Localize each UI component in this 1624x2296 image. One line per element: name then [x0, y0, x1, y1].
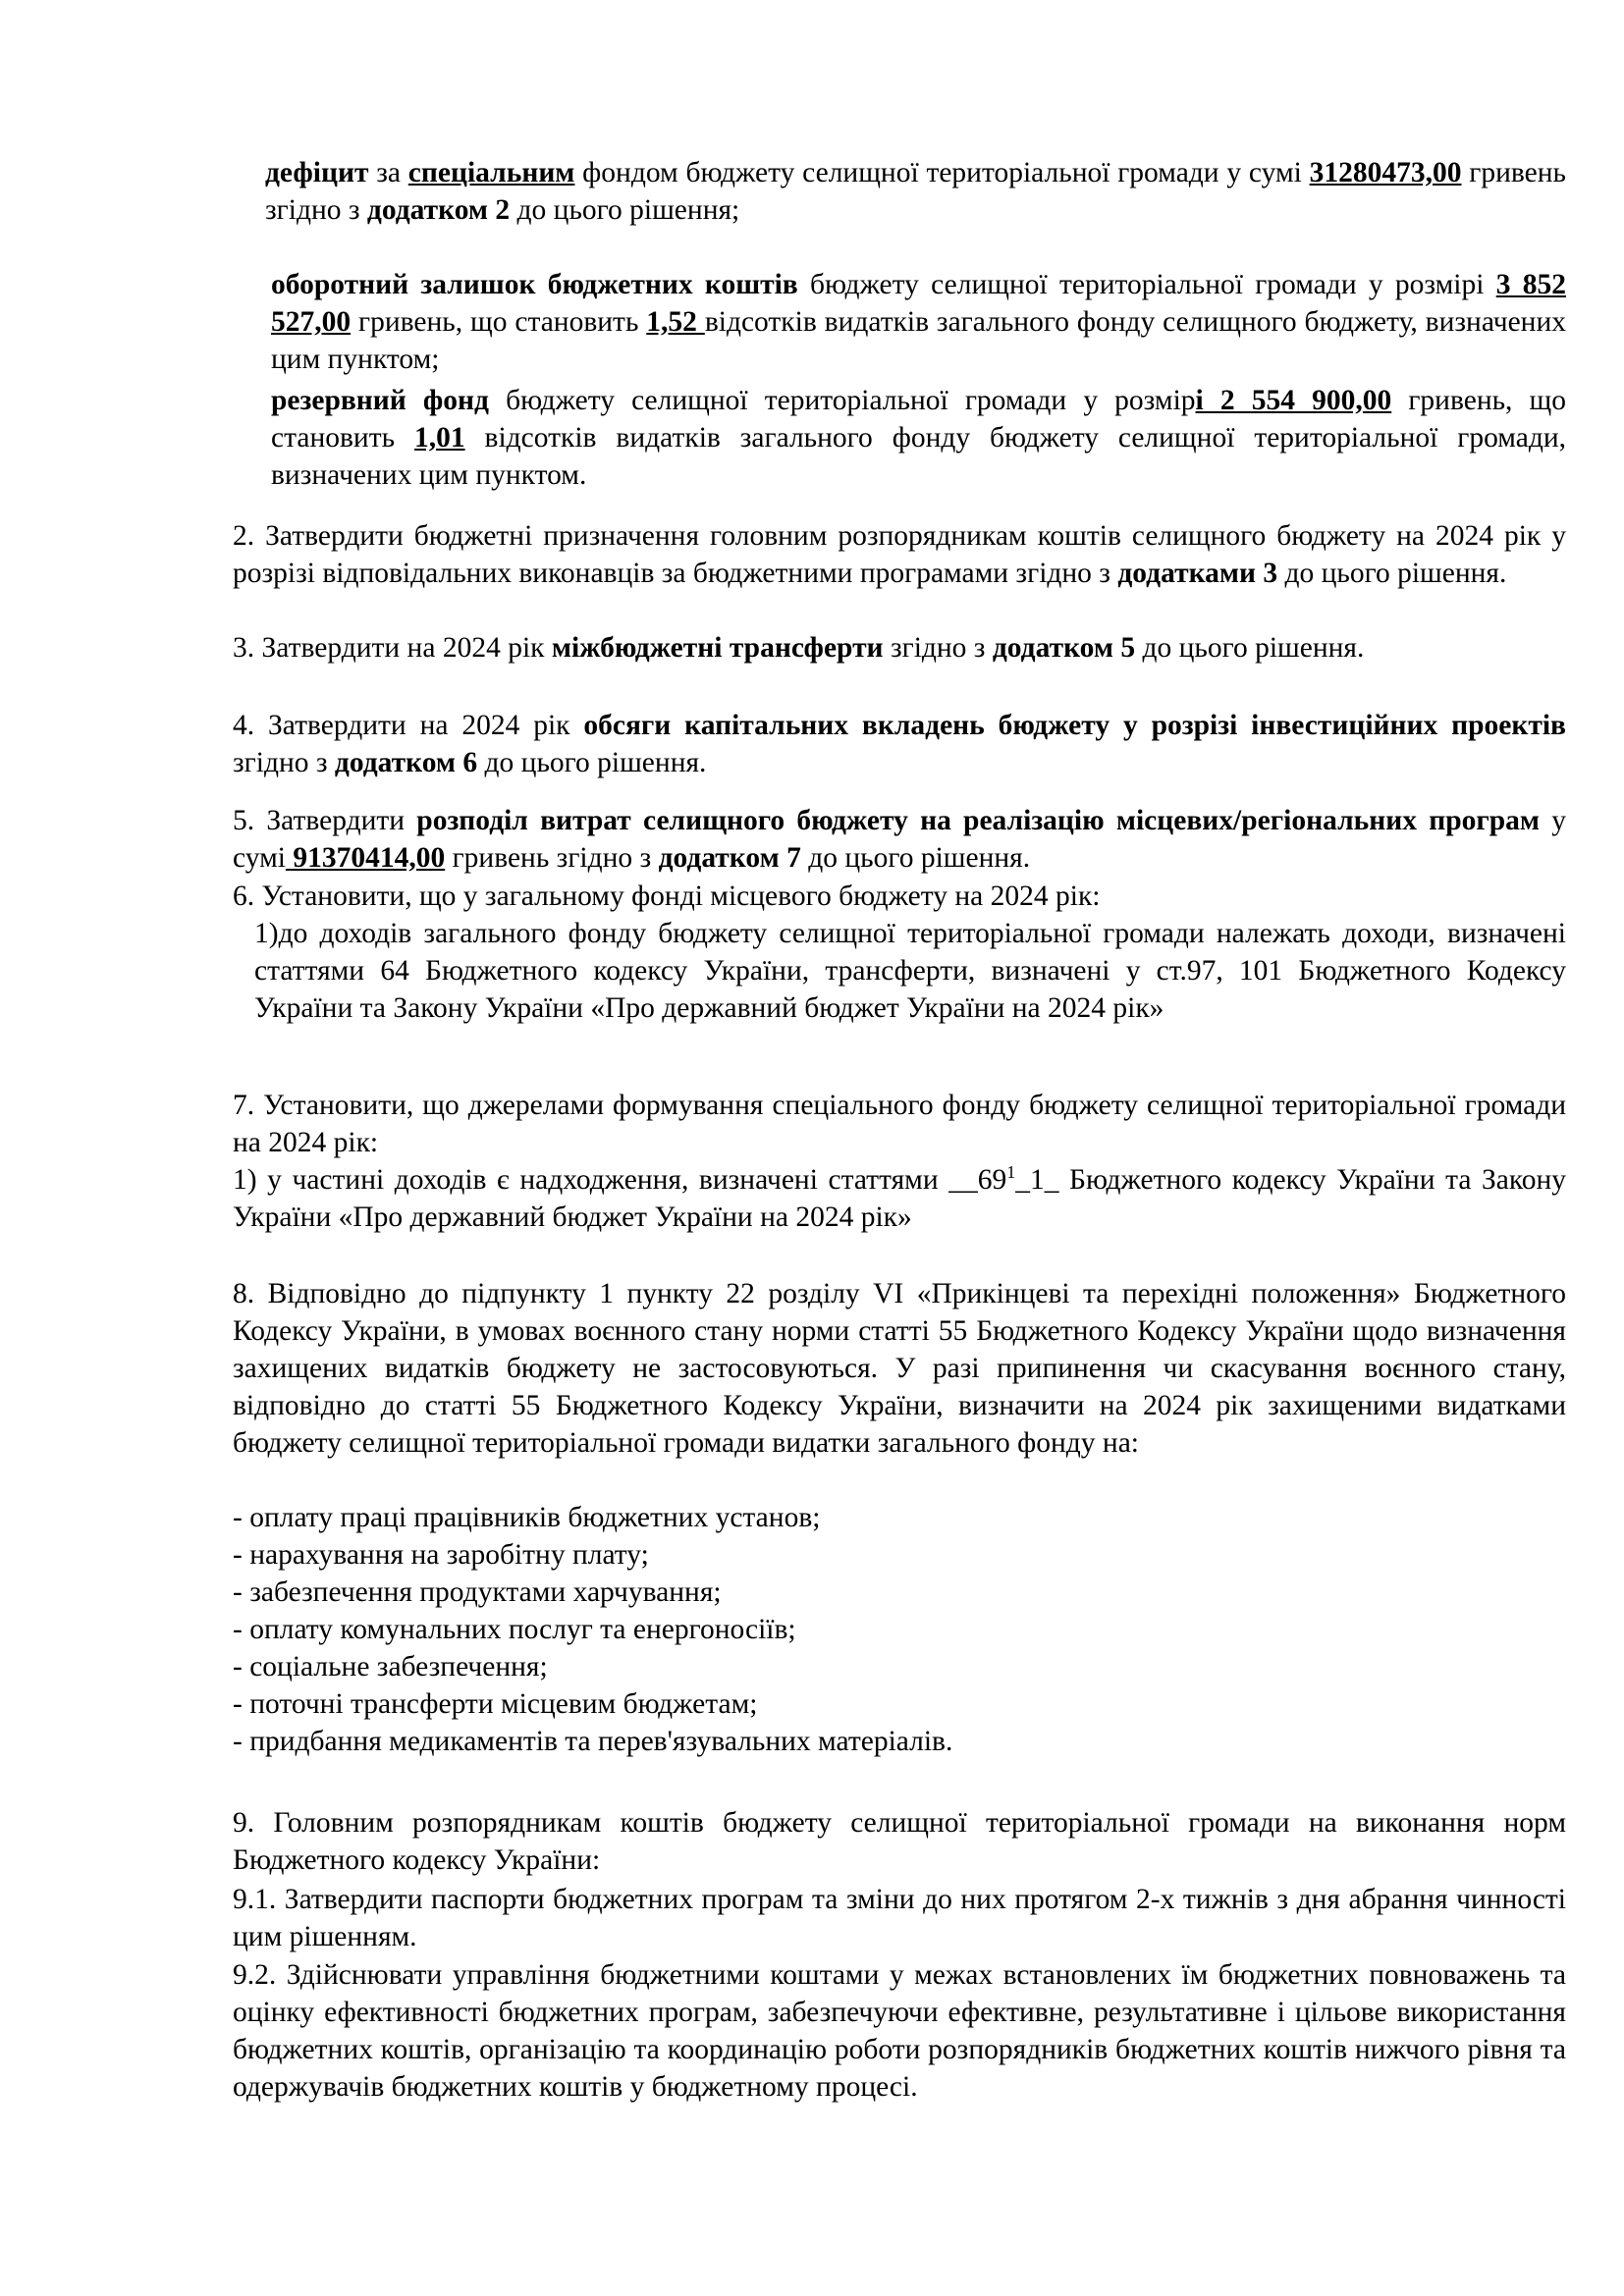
list-item: - нарахування на заробітну плату; — [233, 1539, 649, 1571]
item-9-2: 9.2. Здійснювати управління бюджетними коштами у межах встановлених їм бюджетних повноважень та оцінку ефективності бюджетних програм, забезпечуючи ефективне, результативне і цільове використання бюджетних коштів, організацію та координацію роботи розпорядників бюджетних коштів нижчого рівня та одержувачів бюджетних коштів у бюджетному процесі. — [233, 1959, 1566, 2103]
text: _1_ — [1015, 1164, 1059, 1196]
working-balance-amount: 3 852 527,00 — [271, 269, 1566, 338]
item-9-1: 9.1. Затвердити паспорти бюджетних програм та зміни до них протягом 2-х тижнів з дня абрання чинності цим рішенням. — [233, 1884, 1566, 1952]
reserve-fund-term: резервний фонд — [271, 385, 489, 416]
text: Бюджетного кодексу України та Закону України «Про державний бюджет України на 2024 рік» — [233, 1164, 1566, 1233]
addendum-ref: додатком 2 — [366, 194, 511, 226]
text: до цього рішення. — [1135, 632, 1365, 664]
text: гривень, що становить — [351, 306, 647, 338]
text: бюджету селищної територіальної громади у розмір — [488, 385, 1196, 416]
text: до цього рішення. — [1277, 558, 1507, 589]
reserve-fund-percent: 1,01 — [413, 422, 465, 454]
text: 1) у частині доходів є надходження, визначені статтями — [233, 1164, 949, 1196]
text: відсотків видатків загального фонду селищного бюджету, визначених цим пунктом; — [271, 306, 1566, 375]
text: до цього рішення; — [510, 194, 740, 226]
text: __69 — [948, 1164, 1007, 1196]
text: 5. Затвердити — [233, 805, 417, 836]
list-item: - забезпечення продуктами харчування; — [233, 1576, 722, 1608]
protected-expenses-list — [233, 1499, 1566, 1760]
list-item: - придбання медикаментів та перев'язувальних матеріалів. — [233, 1726, 953, 1757]
text: 2. Затвердити бюджетні призначення головним розпорядникам коштів селищного бюджету на 2024 рік у розрізі відповідальних виконавців за бюджетними програмами згідно з — [233, 520, 1566, 589]
list-item: - соціальне забезпечення; — [233, 1651, 548, 1682]
addendum-ref: додатками 3 — [1117, 558, 1278, 589]
deficit-amount: 31280473,00 — [1309, 157, 1462, 188]
list-item: - оплату праці працівників бюджетних установ; — [233, 1502, 821, 1533]
article-number — [948, 1164, 1058, 1196]
text: згідно з — [883, 632, 993, 664]
text: 4. Затвердити на 2024 рік — [233, 710, 584, 741]
item-5 — [233, 802, 1566, 877]
interbudget-transfers-term: міжбюджетні трансферти — [551, 632, 884, 664]
item-6-sub-1: 1)до доходів загального фонду бюджету селищної територіальної громади належать доходи, визначені статтями 64 Бюджетного кодексу України, трансферти, визначені у ст.97, 101 Бюджетного Кодексу України та Закону України «Про державний бюджет України на 2024 рік» — [254, 918, 1566, 1024]
reserve-fund-paragraph — [271, 382, 1566, 494]
text: до цього рішення. — [477, 747, 707, 778]
item-3 — [233, 629, 1566, 667]
item-7-heading: 7. Установити, що джерелами формування спеціального фонду бюджету селищної територіальної громади на 2024 рік: — [233, 1090, 1566, 1158]
list-item: - оплату комунальних послуг та енергоносіїв; — [233, 1614, 796, 1645]
text: фондом бюджету селищної територіальної громади у сумі — [574, 157, 1310, 188]
text: за — [368, 157, 408, 188]
superscript: 1 — [1006, 1162, 1016, 1183]
programs-amount: 91370414,00 — [285, 842, 446, 874]
addendum-ref: додатком 6 — [334, 747, 478, 778]
reserve-fund-amount: і 2 554 900,00 — [1195, 385, 1392, 416]
item-9-heading: 9. Головним розпорядникам коштів бюджету селищної територіальної громади на виконання норм Бюджетного кодексу України: — [233, 1807, 1566, 1876]
special-fund-term: спеціальним — [407, 157, 575, 188]
addendum-ref: додатком 7 — [658, 842, 801, 874]
text: до цього рішення. — [800, 842, 1031, 874]
programs-distribution-term: розподіл витрат селищного бюджету на реалізацію місцевих/регіональних програм — [416, 805, 1541, 836]
working-balance-term: оборотний залишок бюджетних коштів — [271, 269, 798, 300]
text: відсотків видатків загального фонду бюджету селищної територіальної громади, визначених цим пунктом. — [271, 422, 1567, 491]
deficit-paragraph — [265, 154, 1566, 229]
addendum-ref: додатком 5 — [992, 632, 1136, 664]
item-7-sub-1 — [233, 1161, 1566, 1236]
working-balance-percent: 1,52 — [646, 306, 705, 338]
text: гривень згідно з — [445, 842, 659, 874]
item-6-heading: 6. Установити, що у загальному фонді місцевого бюджету на 2024 рік: — [233, 881, 1101, 912]
text: 3. Затвердити на 2024 рік — [233, 632, 552, 664]
working-balance-paragraph — [271, 266, 1566, 378]
text: бюджету селищної територіальної громади у розмірі — [797, 269, 1496, 300]
deficit-term: дефіцит — [265, 157, 369, 188]
item-8: 8. Відповідно до підпункту 1 пункту 22 розділу VI «Прикінцеві та перехідні положення» Бюджетного Кодексу України, в умовах воєнного стану норми статті 55 Бюджетного Кодексу України щодо визначення захищених видатків бюджету не застосовуються. У разі припинення чи скасування воєнного стану, відповідно до статті 55 Бюджетного Кодексу України, визначити на 2024 рік захищеними видатками бюджету селищної територіальної громади видатки загального фонду на: — [233, 1278, 1566, 1459]
list-item: - поточні трансферти місцевим бюджетам; — [233, 1688, 758, 1720]
text: гривень згідно з — [265, 157, 1566, 226]
item-2 — [233, 517, 1566, 592]
capital-investments-term: обсяги капітальних вкладень бюджету у розрізі інвестиційних проектів — [583, 710, 1566, 741]
text: у сумі — [233, 805, 1566, 874]
text: гривень, що становить — [271, 385, 1567, 454]
text: згідно з — [233, 747, 335, 778]
item-4 — [233, 707, 1566, 781]
